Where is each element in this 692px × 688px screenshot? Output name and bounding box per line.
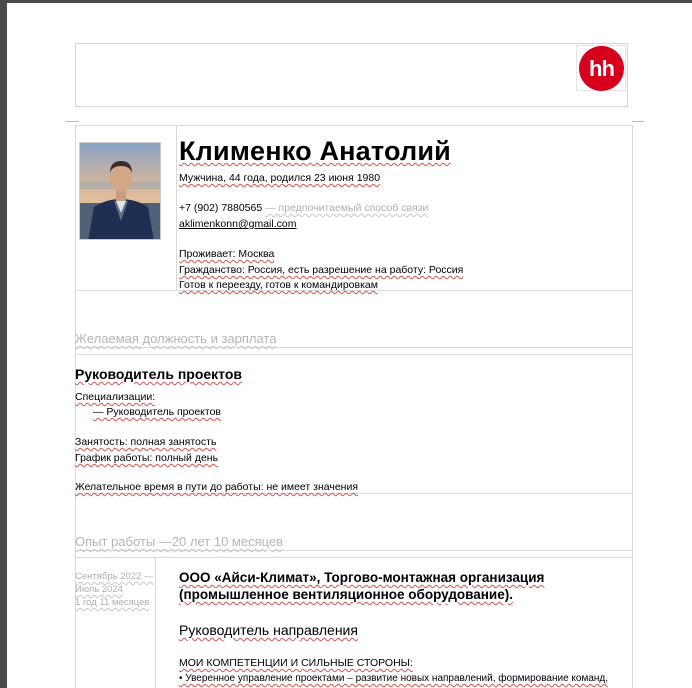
specializations-label: Специализации: [75, 391, 156, 403]
window-left-edge [0, 0, 7, 688]
section-title-desired: Желаемая должность и зарплата [75, 331, 277, 346]
contact-phone-row [179, 202, 428, 214]
profile-photo-image [80, 143, 161, 240]
job-period-end: Июль 2024 [75, 584, 124, 595]
desired-position: Руководитель проектов [75, 366, 242, 382]
schedule: График работы: полный день [75, 452, 219, 464]
table-border [75, 354, 633, 355]
document-header [75, 43, 628, 107]
job-role: Руководитель направления [179, 622, 358, 638]
table-border [176, 125, 177, 290]
table-border [75, 347, 633, 348]
job-bullet: • Уверенное управление проектами – развитие новых направлений, формирование команд, [179, 673, 609, 684]
residence: Проживает: Москва [179, 248, 275, 260]
candidate-demographics: Мужчина, 44 года, родился 23 июня 1980 [179, 172, 381, 184]
job-company-line2: (промышленное вентиляционное оборудование). [179, 587, 513, 602]
job-duration: 1 год 11 месяцев [75, 597, 150, 608]
section-title-experience: Опыт работы —20 лет 10 месяцев [75, 534, 284, 549]
employment: Занятость: полная занятость [75, 436, 217, 448]
job-company-line1: ООО «Айси-Климат», Торгово-монтажная организация [179, 570, 545, 585]
contact-email-link[interactable]: aklimenkonn@gmail.com [179, 218, 297, 230]
job-competencies-label: МОИ КОМПЕТЕНЦИИ И СИЛЬНЫЕ СТОРОНЫ: [179, 657, 413, 669]
hh-logo [576, 45, 626, 91]
table-border [75, 125, 633, 126]
citizenship: Гражданство: Россия, есть разрешение на работу: Россия [179, 264, 464, 276]
job-period-start: Сентябрь 2022 — [75, 571, 154, 582]
relocation: Готов к переезду, готов к командировкам [179, 279, 378, 291]
table-border [155, 557, 156, 688]
window-top-edge [0, 0, 692, 3]
table-border [75, 557, 633, 558]
table-corner-mark [65, 121, 79, 122]
contact-phone[interactable]: +7 (902) 7880565 [179, 202, 263, 214]
table-border [75, 550, 633, 551]
table-corner-mark [632, 121, 644, 122]
profile-photo [79, 142, 161, 240]
table-border [632, 125, 633, 688]
contact-phone-note: — предпочитаемый способ связи [265, 202, 429, 214]
table-border [75, 493, 633, 494]
candidate-name: Клименко Анатолий [179, 136, 451, 166]
specialization-item: — Руководитель проектов [93, 406, 222, 418]
commute: Желательное время в пути до работы: не имеет значения [75, 481, 359, 493]
hh-logo-mark: hh [579, 46, 624, 91]
